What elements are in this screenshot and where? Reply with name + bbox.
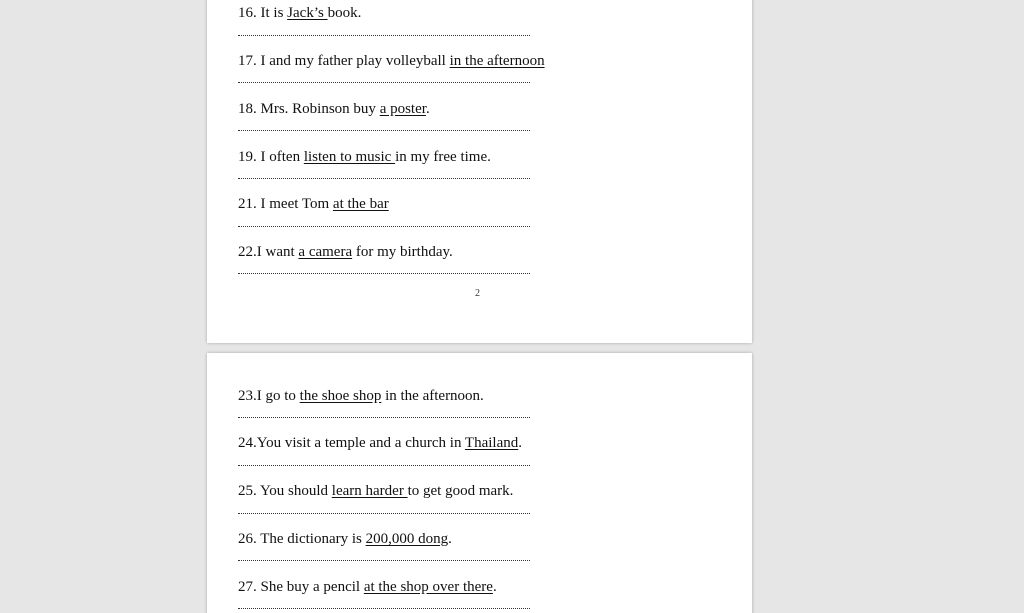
question-19 [238, 148, 491, 166]
answer-line [238, 417, 530, 418]
underlined-phrase: in the afternoon [449, 53, 545, 69]
answer-line [238, 560, 530, 561]
question-21 [238, 195, 389, 213]
question-17 [238, 52, 545, 70]
question-text: . [518, 435, 522, 451]
answer-line [238, 608, 530, 609]
question-text: 18. Mrs. Robinson buy [238, 101, 380, 117]
underlined-phrase: listen to music [303, 149, 396, 165]
answer-line [238, 130, 530, 131]
answer-line [238, 226, 530, 227]
question-text: 27. She buy a pencil [238, 579, 364, 595]
question-26 [238, 530, 452, 548]
question-text: 17. I and my father play volleyball [238, 53, 450, 69]
underlined-phrase: a camera [298, 244, 353, 260]
answer-line [238, 513, 530, 514]
question-text: 19. I often [238, 149, 304, 165]
question-23 [238, 387, 484, 405]
question-27 [238, 578, 497, 596]
question-text: for my birthday. [352, 244, 453, 260]
underlined-phrase: 200,000 dong [365, 531, 449, 547]
question-text: 22.I want [238, 244, 299, 260]
answer-line [238, 82, 530, 83]
underlined-phrase: a poster [379, 101, 426, 117]
document-page [207, 353, 752, 613]
underlined-phrase: Thailand [464, 435, 519, 451]
question-24 [238, 434, 522, 452]
answer-line [238, 178, 530, 179]
underlined-phrase: at the shop over there [363, 579, 493, 595]
underlined-phrase: Jack’s [287, 5, 328, 21]
question-text: in the afternoon. [381, 388, 484, 404]
question-text: 26. The dictionary is [238, 531, 366, 547]
question-text: . [425, 101, 430, 117]
question-text: 23.I go to [238, 388, 300, 404]
question-text: 21. I meet Tom [238, 196, 333, 212]
question-text: . [448, 531, 452, 547]
underlined-phrase: learn harder [331, 483, 408, 499]
question-text: 25. You should [238, 483, 332, 499]
question-text: in my free time. [395, 149, 491, 165]
answer-line [238, 35, 530, 36]
answer-line [238, 465, 530, 466]
question-text: 16. It is [238, 5, 288, 21]
page-number: 2 [475, 288, 480, 299]
question-25 [238, 482, 513, 500]
underlined-phrase: at the bar [332, 196, 389, 212]
question-text: . [492, 579, 497, 595]
answer-line [238, 273, 530, 274]
underlined-phrase: the shoe shop [299, 388, 382, 404]
question-text: 24.You visit a temple and a church in [238, 435, 465, 451]
question-text: to get good mark. [407, 483, 514, 499]
question-text: book. [327, 5, 362, 21]
question-22 [238, 243, 453, 261]
question-16 [238, 4, 361, 22]
question-18 [238, 100, 430, 118]
document-page [207, 0, 752, 343]
